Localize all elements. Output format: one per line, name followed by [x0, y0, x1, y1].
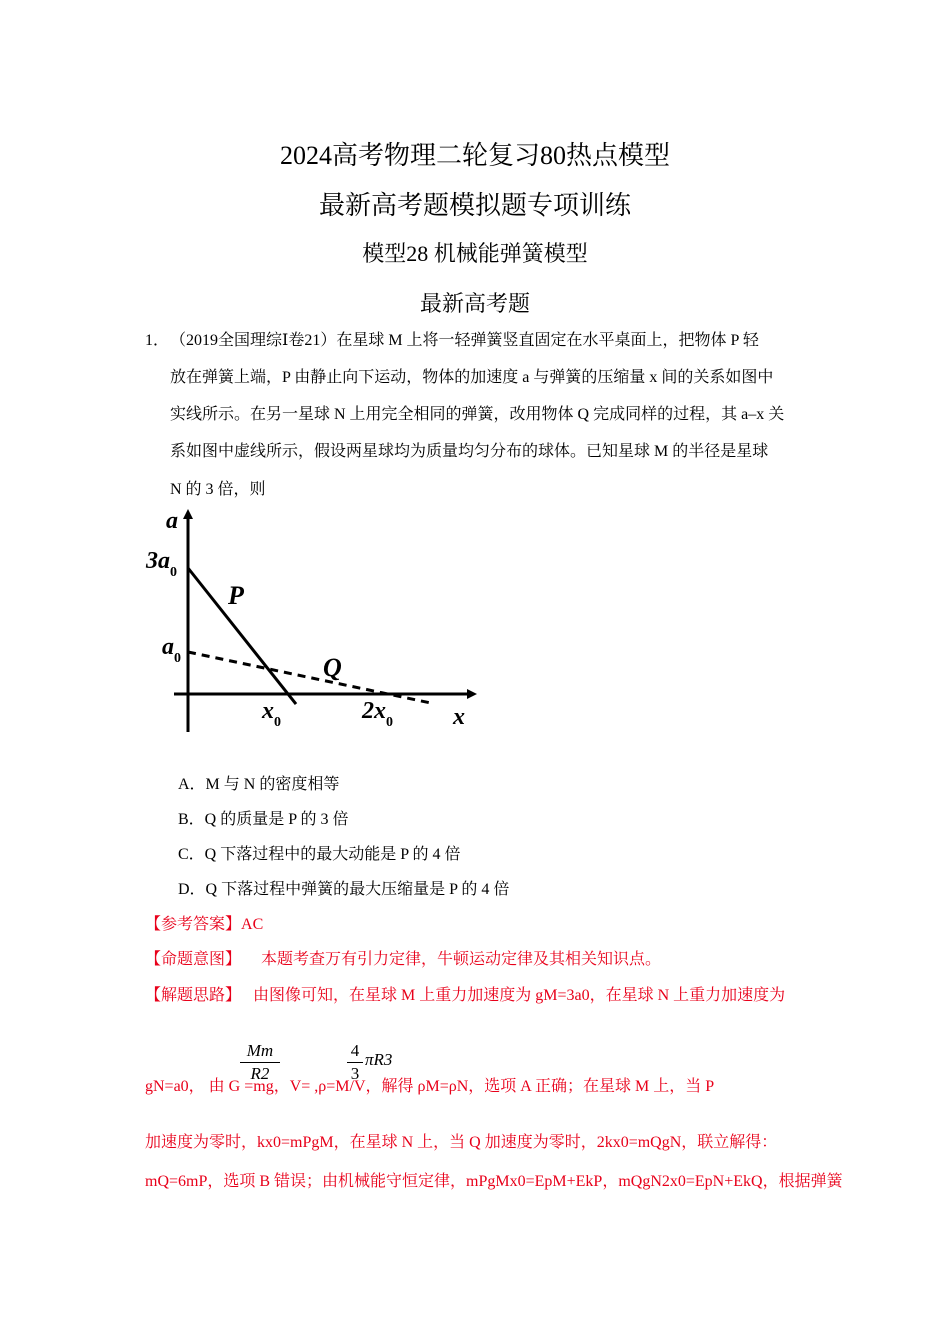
option-d: D．Q 下落过程中弹簧的最大压缩量是 P 的 4 倍	[178, 881, 510, 898]
title-model: 模型28 机械能弹簧模型	[362, 241, 588, 266]
fraction-mm-numerator: Mm	[240, 1040, 280, 1063]
tick-label-2x0: $2x_0$	[362, 698, 393, 730]
solution-label: 【解题思路】	[145, 987, 242, 1004]
solution-line-2: gN=a0， 由 G =mg，V= ,ρ=M/V，解得 ρM=ρN，选项 A 正确；在星球 M 上，当 P	[145, 1078, 715, 1095]
option-a: A．M 与 N 的密度相等	[178, 776, 340, 793]
question-line-3: 实线所示。在另一星球 N 上用完全相同的弹簧，改用物体 Q 完成同样的过程，其 a–x 关	[170, 406, 785, 423]
fraction-3-denominator: 3	[350, 1064, 360, 1083]
x-axis-label: x	[453, 704, 465, 730]
tick-label-x0: $x_0$	[262, 698, 281, 730]
fraction-4-numerator: 4	[347, 1040, 363, 1063]
section-heading: 最新高考题	[419, 291, 530, 316]
solution-line-3: 加速度为零时，kx0=mPgM，在星球 N 上，当 Q 加速度为零时，2kx0=mQgN，联立解得：	[145, 1134, 778, 1151]
question-line-1: （2019全国理综Ⅰ卷21）在星球 M 上将一轻弹簧竖直固定在水平桌面上，把物体 P 轻	[170, 332, 759, 349]
question-line-4: 系如图中虚线所示，假设两星球均为质量均匀分布的球体。已知星球 M 的半径是星球	[170, 443, 769, 460]
question-line-2: 放在弹簧上端，P 由静止向下运动，物体的加速度 a 与弹簧的压缩量 x 间的关系如图中	[170, 369, 774, 386]
intent-line	[145, 946, 661, 969]
title-sub: 最新高考题模拟题专项训练	[318, 191, 631, 220]
fraction-mm-denominator: R2	[250, 1064, 270, 1083]
question-number: 1．	[145, 332, 170, 349]
y-axis-label: a	[166, 508, 178, 534]
question-line-5: N 的 3 倍，则	[170, 481, 266, 498]
solution-text-1: 由图像可知，在星球 M 上重力加速度为 gM=3a0，在星球 N 上重力加速度为	[253, 987, 786, 1004]
intent-text: 本题考查万有引力定律，牛顿运动定律及其相关知识点。	[261, 951, 662, 968]
solution-line-4: mQ=6mP，选项 B 错误；由机械能守恒定律，mPgMx0=EpM+EkP，mQgN2x0=EpN+EkQ，根据弹簧	[145, 1173, 843, 1190]
tick-label-3a0: $3a_0$	[146, 548, 177, 580]
title-main: 2024高考物理二轮复习80热点模型	[279, 141, 670, 170]
option-c: C．Q 下落过程中的最大动能是 P 的 4 倍	[178, 846, 461, 863]
pi-r-cubed: πR3	[365, 1050, 393, 1069]
series-label-q: Q	[323, 653, 342, 682]
answer-value: AC	[241, 916, 264, 933]
solution-line-1	[145, 982, 785, 1005]
tick-label-a0: $a_0$	[162, 634, 181, 666]
option-b: B．Q 的质量是 P 的 3 倍	[178, 811, 349, 828]
answer-label: 【参考答案】	[145, 916, 242, 933]
series-label-p: P	[228, 581, 244, 610]
answer-line	[145, 911, 263, 934]
intent-label: 【命题意图】	[145, 951, 242, 968]
a-x-graph	[140, 500, 480, 740]
